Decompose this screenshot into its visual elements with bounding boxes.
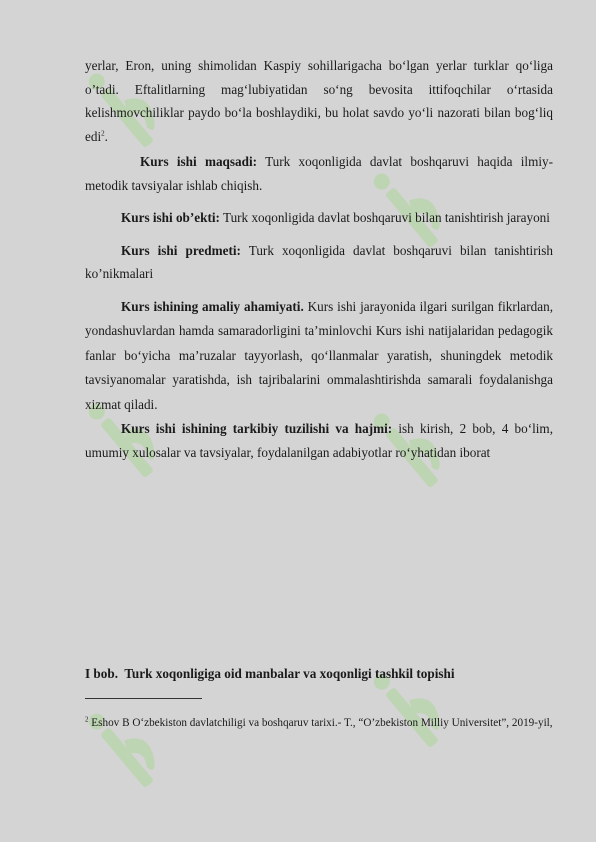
aim-text: Turk xoqonligida davlat boshqaruvi haqida ilmiy-metodik tavsiyalar ishlab chiqish. [85,154,553,193]
watermark-logo-icon [85,680,175,830]
object-text: Turk xoqonligida davlat boshqaruvi bilan tanishtirish jarayoni [219,210,550,225]
footnote-text: Eshov B O‘zbekiston davlatchiligi va boshqaruv tarixi.- T., “O’zbekiston Milliy Universitet”, 2019-yil, [88,717,553,729]
significance-text: Kurs ishi jarayonida ilgari surilgan fikrlardan, yondashuvlardan hamda samaradorligini ta’minlovchi Kurs ishi natijalaridan pedagogik fanlar bo‘yicha ma’ruzalar tayyorlash, qo‘llanmalar yaratish, shuningdek metodik tavsiyanomalar yaratishda, ish tajribalarini ommalashtirishda samarali foydalanishga xizmat qiladi. [85,298,553,412]
significance-label: Kurs ishining amaliy ahamiyati. [121,298,304,314]
paragraph-subject [85,239,553,286]
footnote-reference: 2 [101,129,105,138]
structure-text: ish kirish, 2 bob, 4 bo‘lim, umumiy xulosalar va tavsiyalar, foydalanilgan adabiyotlar ro‘yhatidan iborat [85,421,553,460]
subject-text: Turk xoqonligida davlat boshqaruvi bilan tanishtirish ko’nikmalari [85,242,553,281]
body-text [85,54,553,464]
chapter-heading: I bob. Turk xoqonligiga oid manbalar va xoqonligi tashkil topishi [85,666,455,681]
object-label: Kurs ishi ob’ekti: [121,210,220,225]
footnote-number: 2 [85,715,89,724]
footnote [85,712,555,734]
structure-label: Kurs ishi ishining tarkibiy tuzilishi va hajmi: [121,421,393,436]
paragraph-intro [85,54,553,148]
paragraph-intro-end: . [104,128,108,144]
footnote-separator [85,698,202,699]
subject-label: Kurs ishi predmeti: [121,242,241,258]
aim-label: Kurs ishi maqsadi: [140,154,258,169]
paragraph-structure [85,417,553,464]
paragraph-object [85,206,553,230]
paragraph-intro-text: yerlar, Eron, uning shimolidan Kaspiy sohillarigacha bo‘lgan yerlar turklar qo‘liga o’tadi. Eftalitlarning mag‘lubiyatidan so‘ng bevosita ittifoqchilar o‘rtasida kelishmovchiliklar paydo bo‘la boshlaydiki, bu holat savdo yo‘li nazorati bilan bog‘liq edi [85,58,553,144]
paragraph-significance [85,295,553,418]
paragraph-aim [85,150,553,197]
